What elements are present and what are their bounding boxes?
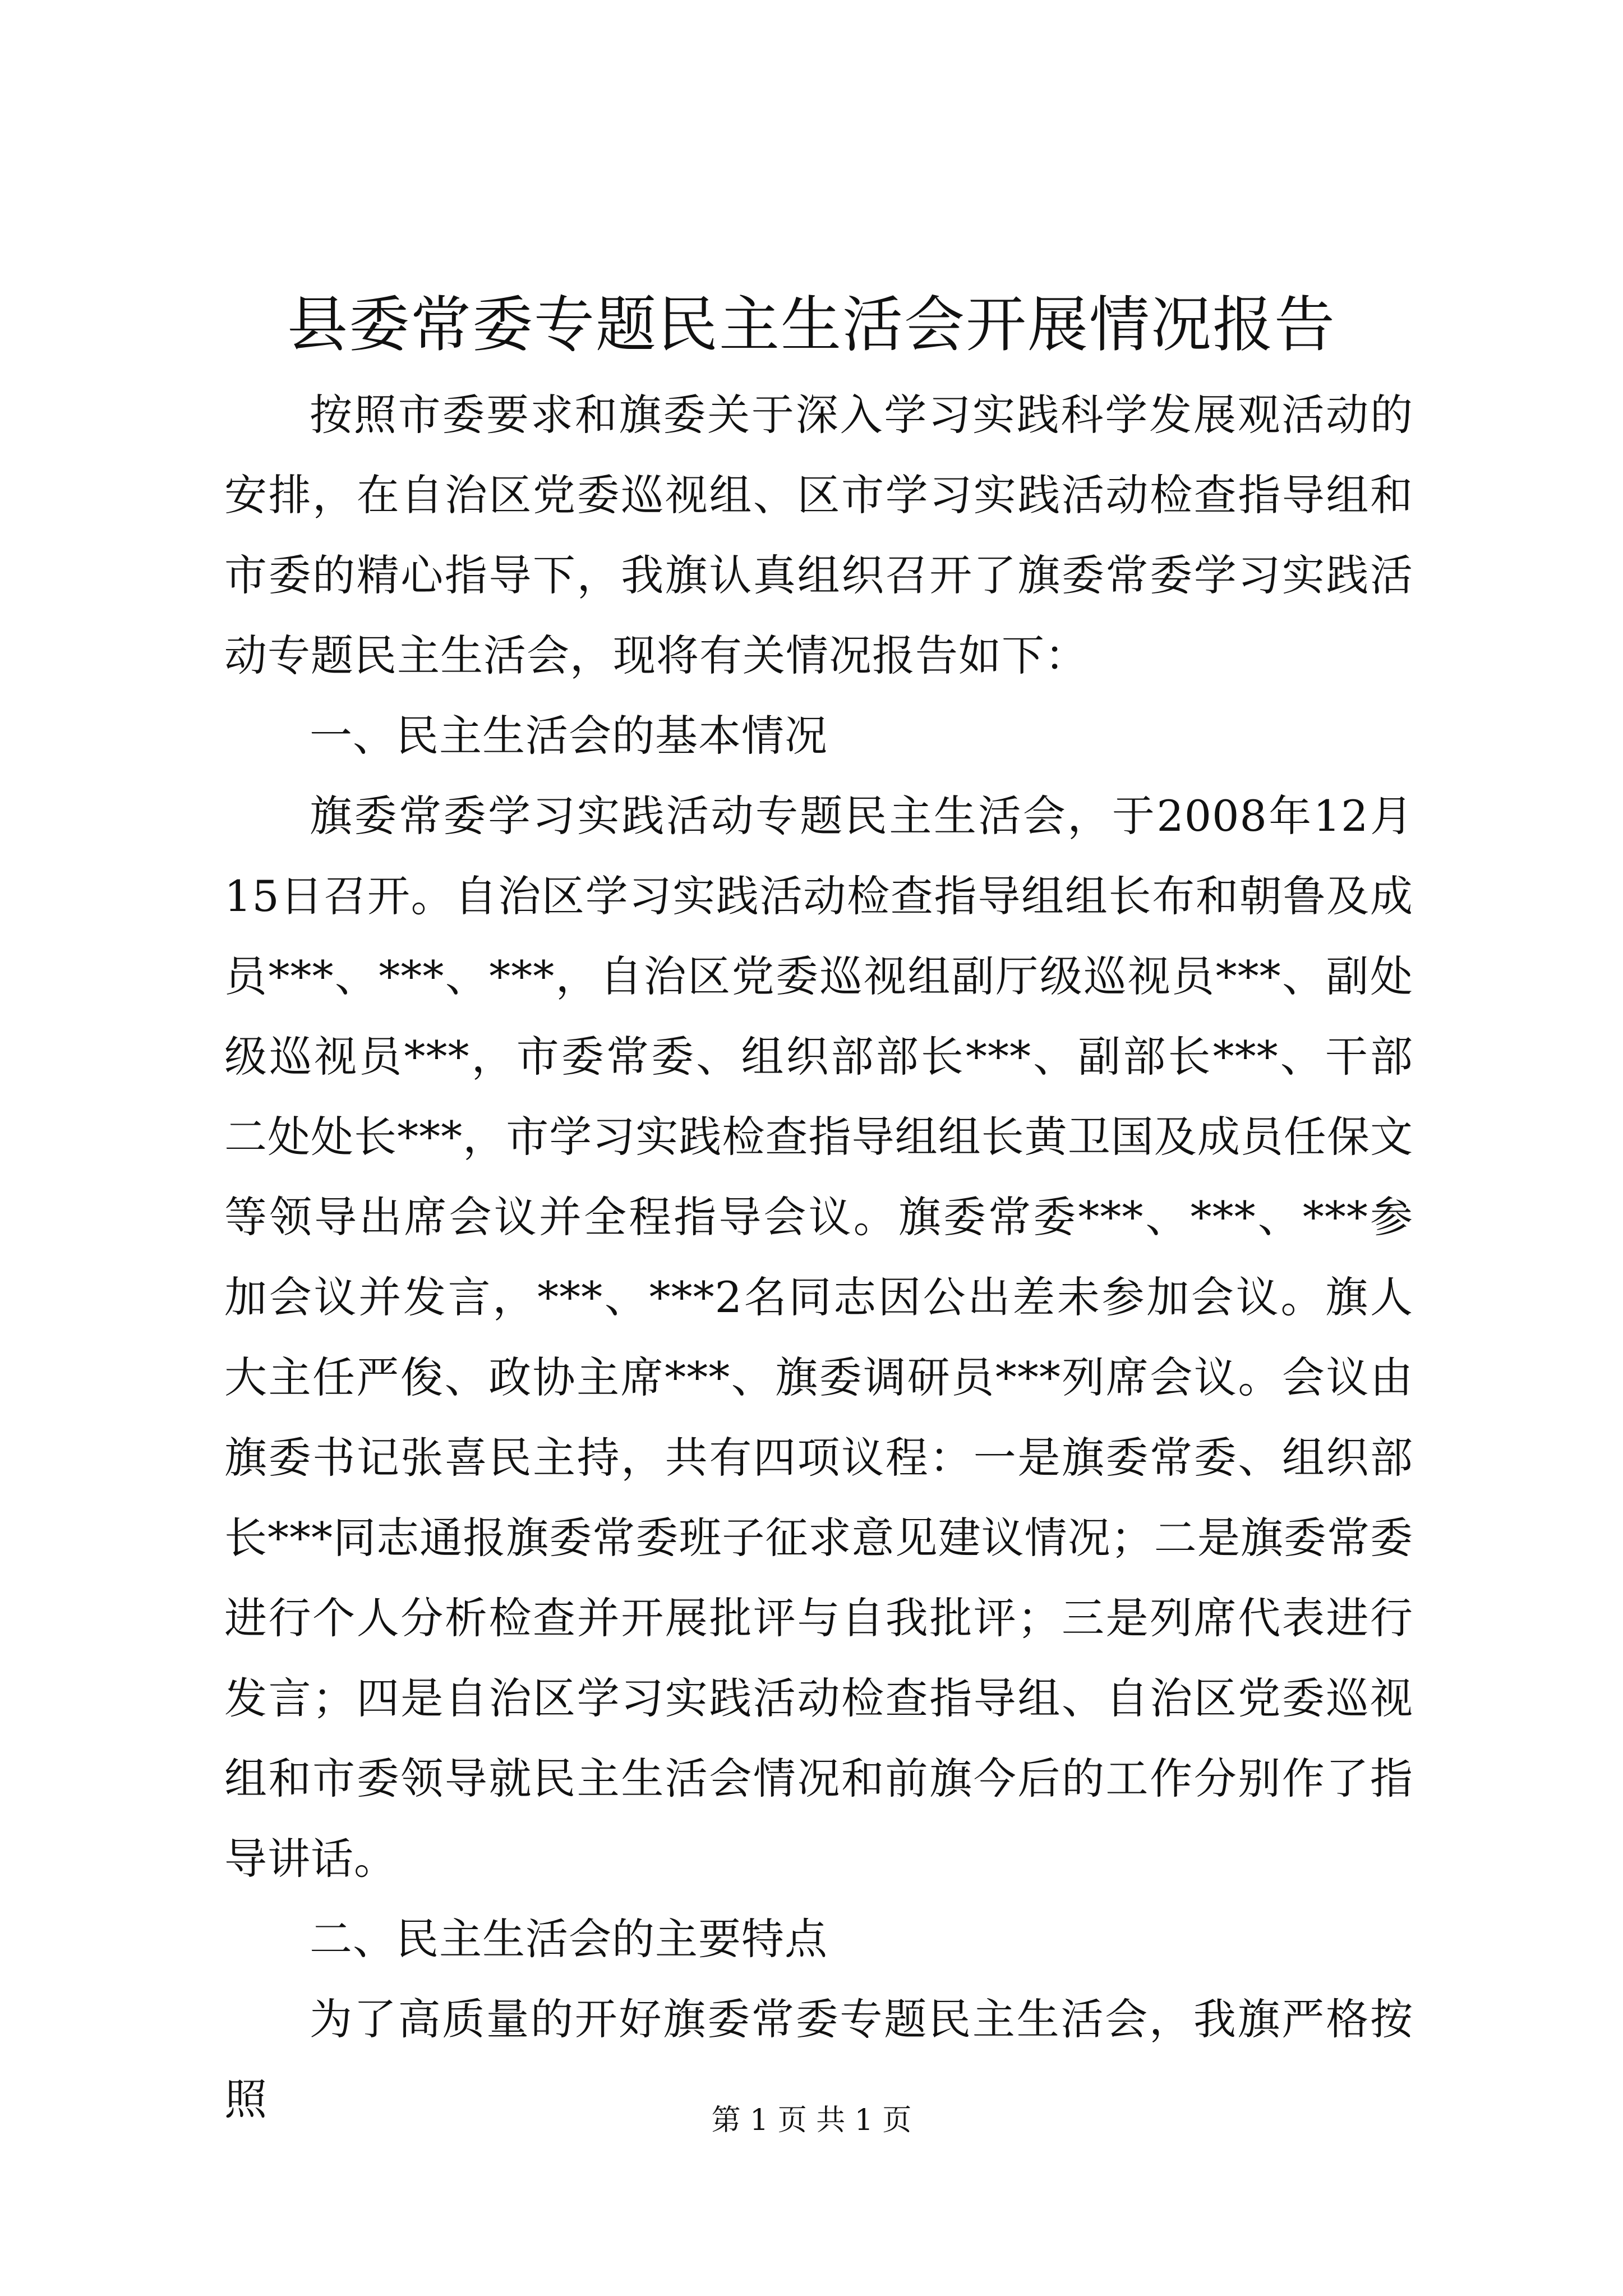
intro-paragraph: 按照市委要求和旗委关于深入学习实践科学发展观活动的安排，在自治区党委巡视组、区市学习实践活动检查指导组和市委的精心指导下，我旗认真组织召开了旗委常委学习实践活动专题民主生活会，现将有关情况报告如下： [224,390,1413,680]
features-paragraph: 为了高质量的开好旗委常委专题民主生活会，我旗严格按照 [224,1994,1413,2124]
document-body [224,375,1413,2139]
section-heading-1: 一、民主生活会的基本情况 [310,711,828,761]
basic-situation-paragraph: 旗委常委学习实践活动专题民主生活会，于2008年12月15日召开。自治区学习实践活动检查指导组组长布和朝鲁及成员***、***、***，自治区党委巡视组副厅级巡视员***、副处级巡视员***，市委常委、组织部部长***、副部长***、干部二处处长***，市学习实践检查指导组组长黄卫国及成员任保文等领导出席会议并全程指导会议。旗委常委***、***、***参加会议并发言，***、***2名同志因公出差未参加会议。旗人大主任严俊、政协主席***、旗委调研员***列席会议。会议由旗委书记张喜民主持，共有四项议程：一是旗委常委、组织部长***同志通报旗委常委班子征求意见建议情况；二是旗委常委进行个人分析检查并开展批评与自我批评；三是列席代表进行发言；四是自治区学习实践活动检查指导组、自治区党委巡视组和市委领导就民主生活会情况和前旗今后的工作分别作了指导讲话。 [224,791,1413,1884]
section-heading-2: 二、民主生活会的主要特点 [310,1914,828,1964]
page-footer: 第 1 页 共 1 页 [711,2104,912,2137]
document-title: 县委常委专题民主生活会开展情况报告 [287,290,1336,360]
